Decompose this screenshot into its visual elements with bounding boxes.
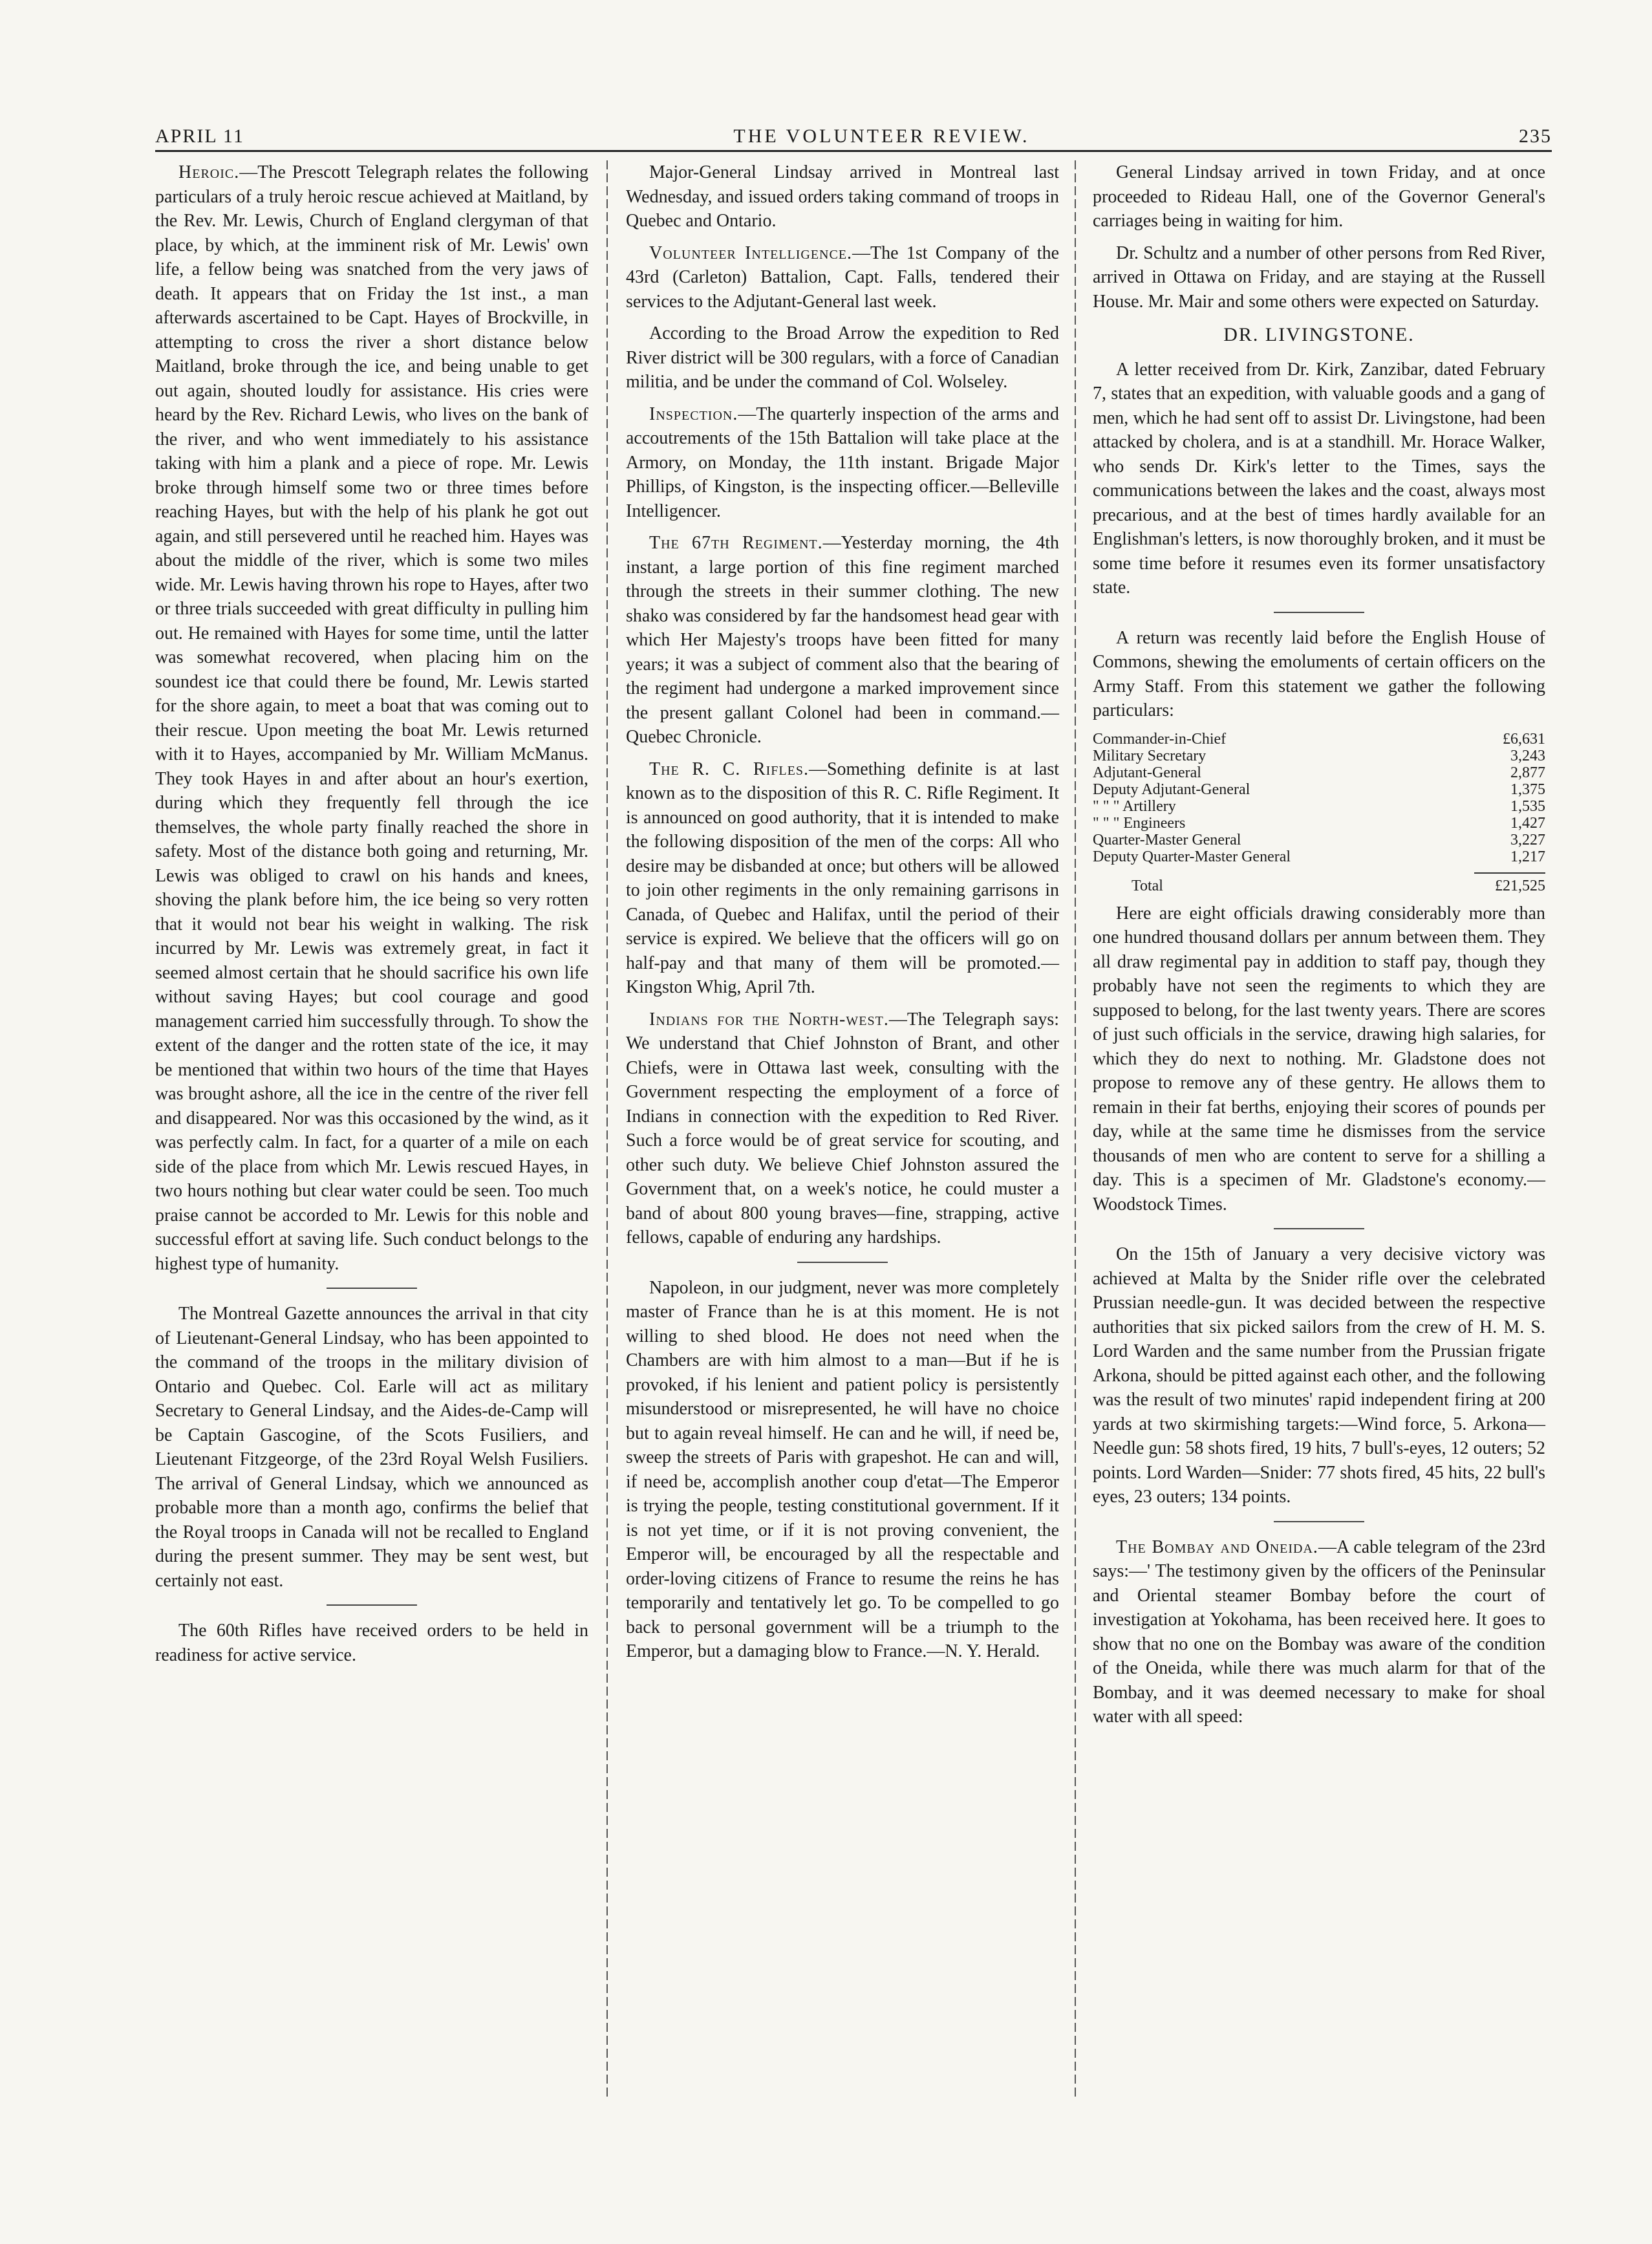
- article-body: —The Telegraph says: We understand that Chief Johnston of Brant, and other Chiefs, were in Ottawa last week, consulting with the Government respecting the employment of a force of Indians in connection with the expedition to Red River. Such a force would be of great service for scouting, and other such duty. We believe Chief Johnston assured the Government that, on a week's notice, he could muster a band of about 800 young braves—fine, strapping, active fellows, capable of enduring any hardships.: [626, 1009, 1060, 1247]
- section-heading-livingstone: DR. LIVINGSTONE.: [1223, 324, 1415, 345]
- total-label: Total: [1132, 877, 1163, 894]
- article-body: —Yesterday morning, the 4th instant, a large portion of this fine regiment marched through the streets in their summer clothing. The new shako was considered by far the handsomest head gear with which Her Majesty's troops have been fitted for many years; it was a subject of comment also that the bearing of the regiment had undergone a marked improvement since the present gallant Colonel had been in command.—Quebec Chronicle.: [626, 533, 1059, 747]
- article-lead: Heroic.: [178, 162, 240, 182]
- article-body: —The Prescott Telegraph relates the following particulars of a truly heroic rescue achieved at Maitland, by the Rev. Mr. Lewis, Church of England clergyman of that place, by which, at the imminent risk of Mr. Lewis' own life, a fellow being was snatched from the very jaws of death. It appears that on Friday the 1st inst., a man afterwards ascertained to be Capt. Hayes of Brockville, in attempting to cross the river a short distance below Maitland, broke through the ice, and being unable to get out again, shouted loudly for assistance. His cries were heard by the Rev. Richard Lewis, who lives on the bank of the river, and who went immediately to his assistance taking with him a plank and a piece of rope. Mr. Lewis broke through himself some two or three times before reaching Hayes, but with the help of his plank he got out again, and still persevered until he reached him. Hayes was about the middle of the river, which is some two miles wide. Mr. Lewis having thrown his rope to Hayes, after two or three trials succeeded with great difficulty in pulling him out. He remained with Hayes for some time, until the latter was somewhat recovered, when placing him on the soundest ice that could there be found, Mr. Lewis started for the shore again, to meet a boat that was coming out to their rescue. Upon meeting the boat Mr. Lewis returned with it to Hayes, accompanied by Mr. William McManus. They took Hayes in and after about an hour's exertion, during which they frequently fell through the ice themselves, the whole party finally reached the shore in safety. Most of the distance both going and returning, Mr. Lewis was obliged to crawl on his hands and knees, shoving the plank before him, the ice being so very rotten that it would not bear his weight in walking. The risk incurred by Mr. Lewis was extremely great, in fact it seemed almost certain that he should sacrifice his own life without saving Hayes; but cool courage and good management carried him successfully through. To show the extent of the danger and the rotten state of the ice, it may be mentioned that within two hours of the time that Hayes was brought ashore, all the ice in the centre of the river fell and disappeared. Nor was this occasioned by the wind, as it was perfectly calm. In fact, for a quarter of a mile on each side of the place from which Mr. Lewis rescued Hayes, in two hours nothing but clear water could be seen. Too much praise cannot be accorded to Mr. Lewis for this noble and successful effort at saving life. Such conduct belongs to the highest type of humanity.: [155, 162, 588, 1274]
- staff-salary: 1,535: [1510, 797, 1545, 815]
- separator: [1274, 612, 1364, 613]
- staff-title: Military Secretary: [1093, 747, 1207, 764]
- column-3: [1093, 160, 1545, 1737]
- page-header: [155, 109, 1552, 147]
- staff-title: Adjutant-General: [1093, 764, 1201, 781]
- separator: [1274, 1521, 1364, 1522]
- separator: [327, 1604, 417, 1606]
- article-volunteer-intelligence: [626, 241, 1059, 314]
- article-body: —The 1st Company of the 43rd (Carleton) Battalion, Capt. Falls, tendered their services to the Adjutant-General last week.: [626, 243, 1059, 312]
- article-napoleon: Napoleon, in our judgment, never was more completely master of France than he is at this moment. He is not willing to shed blood. He does not need when the Chambers are with him almost to a man—But if he is provoked, if his lenient and patient policy is persistently misunderstood or misrepresented, he will have no choice but to again reveal himself. He can and he will, if need be, sweep the streets of Paris with grapeshot. He can and will, if need be, accomplish another coup d'etat—The Emperor is trying the people, testing constitutional government. If it is not yet time, or if it is not proving convenient, the Emperor will, be encouraged by all the respectable and order-loving citizens of France to resume the reins he has temporarily and tentatively let go. To be compelled to go back to personal government will be a triumph to the Emperor, but a damaging blow to France.—N. Y. Herald.: [626, 1277, 1059, 1661]
- column-divider: [606, 160, 608, 2100]
- table-row: [1093, 848, 1545, 865]
- staff-title: Quarter-Master General: [1093, 831, 1241, 848]
- article-broad-arrow: According to the Broad Arrow the expedition to Red River district will be 300 regulars, with a force of Canadian militia, and be under the command of Col. Wolseley.: [626, 323, 1059, 392]
- staff-salary: £6,631: [1503, 730, 1545, 748]
- separator: [1274, 1228, 1364, 1229]
- article-indians: [626, 1008, 1059, 1250]
- article-lead: Inspection.: [649, 404, 738, 424]
- table-row: [1093, 878, 1545, 894]
- table-row: [1093, 832, 1545, 848]
- article-return-intro: A return was recently laid before the English House of Commons, shewing the emoluments of certain officers on the Army Staff. From this statement we gather the following particulars:: [1093, 627, 1545, 720]
- staff-title: Deputy Quarter-Master General: [1093, 848, 1291, 865]
- total-value: £21,525: [1495, 877, 1545, 894]
- article-body: —Something definite is at last known as to the disposition of this R. C. Rifle Regiment. It is announced on good authority, that it is intended to make the following disposition of the men of the corps: All who desire may be disbanded at once; but others will be allowed to join other regiments in the only remaining garrisons in Canada, of Quebec and Halifax, until the period of their service is expired. We believe that the officers will go on half-pay and that many of them will be promoted.—Kingston Whig, April 7th.: [626, 759, 1059, 997]
- article-bombay-oneida: [1093, 1535, 1545, 1729]
- article-60th-rifles: The 60th Rifles have received orders to be held in readiness for active service.: [155, 1621, 588, 1665]
- article-lead: Indians for the North-west.: [649, 1009, 889, 1030]
- column-1: [155, 160, 588, 1675]
- table-row: [1093, 731, 1545, 748]
- article-inspection: [626, 402, 1059, 524]
- article-body: —A cable telegram of the 23rd says:—' The testimony given by the officers of the Peninsular and Oriental steamer Bombay before the court of investigation at Yokohama, has been received here. It goes to show that no one on the Bombay was aware of the condition of the Oneida, while there was much alarm for that of the Bombay, and it was deemed necessary to make for shoal water with all speed:: [1093, 1537, 1545, 1727]
- staff-salary: 2,877: [1510, 764, 1545, 781]
- article-lead: The 67th Regiment.: [649, 533, 823, 553]
- article-body: —The quarterly inspection of the arms and accoutrements of the 15th Battalion will take place at the Armory, on Monday, the 11th instant. Brigade Major Phillips, of Kingston, is the inspecting officer.—Belleville Intelligencer.: [626, 404, 1059, 521]
- article-lindsay-town: General Lindsay arrived in town Friday, and at once proceeded to Rideau Hall, one of the Governor General's carriages being in waiting for him.: [1093, 162, 1545, 231]
- staff-salary: 3,227: [1510, 831, 1545, 848]
- separator: [327, 1288, 417, 1289]
- column-2: [626, 160, 1059, 1672]
- article-malta: On the 15th of January a very decisive victory was achieved at Malta by the Snider rifle over the celebrated Prussian needle-gun. It was decided between the respective authorities that six picked sailors from the crew of H. M. S. Lord Warden and the same number from the Prussian frigate Arkona, should be pitted against each other, and the following was the result of two minutes' rapid independent firing at 200 yards at two skirmishing targets:—Wind force, 5. Arkona—Needle gun: 58 shots fired, 19 hits, 7 bull's-eyes, 12 outers; 52 points. Lord Warden—Snider: 77 shots fired, 45 hits, 22 bull's eyes, 23 outers; 134 points.: [1093, 1244, 1545, 1507]
- article-lindsay: Major-General Lindsay arrived in Montreal last Wednesday, and issued orders taking command of troops in Quebec and Ontario.: [626, 162, 1059, 231]
- separator: [797, 1262, 888, 1263]
- staff-emoluments-table: [1093, 731, 1545, 866]
- article-officials: Here are eight officials drawing considerably more than one hundred thousand dollars per annum between them. They all draw regimental pay in addition to staff pay, though they probably have not seen the regiments to which they are supposed to belong, for the last twenty years. There are scores of just such officials in the service, drawing high salaries, for which they do next to nothing. Mr. Gladstone does not propose to remove any of these gentry. He allows them to remain in their fat berths, enjoying their scores of pounds per day, while at the same time he dismisses from the service thousands of men who are content to serve for a shilling a day. This is a specimen of Mr. Gladstone's economy.—Woodstock Times.: [1093, 903, 1545, 1214]
- article-lead: The Bombay and Oneida.: [1116, 1537, 1318, 1557]
- header-date: APRIL 11: [155, 125, 244, 147]
- staff-title: Deputy Adjutant-General: [1093, 781, 1250, 798]
- total-rule: [1474, 872, 1545, 874]
- staff-title: " " " Artillery: [1093, 797, 1176, 815]
- header-rule: [155, 150, 1552, 152]
- staff-title: " " " Engineers: [1093, 814, 1186, 832]
- article-schultz: Dr. Schultz and a number of other persons from Red River, arrived in Ottawa on Friday, and are staying at the Russell House. Mr. Mair and some others were expected on Saturday.: [1093, 243, 1545, 312]
- article-gazette: The Montreal Gazette announces the arrival in that city of Lieutenant-General Lindsay, who has been appointed to the command of the troops in the military division of Ontario and Quebec. Col. Earle will act as military Secretary to General Lindsay, and the Aides-de-Camp will be Captain Gascogine, of the Scots Fusiliers, and Lieutenant Fitzgeorge, of the 23rd Royal Welsh Fusiliers. The arrival of General Lindsay, which we announced as probable more than a month ago, confirms the belief that the Royal troops in Canada will not be recalled to England during the present summer. They may be sent west, but certainly not east.: [155, 1304, 588, 1591]
- article-rc-rifles: [626, 757, 1059, 1000]
- table-row: [1093, 815, 1545, 832]
- article-lead: Volunteer Intelligence.: [649, 243, 853, 263]
- staff-salary: 1,217: [1510, 848, 1545, 865]
- staff-total: [1093, 878, 1545, 895]
- staff-salary: 1,427: [1510, 814, 1545, 832]
- column-divider: [1075, 160, 1076, 2100]
- staff-salary: 3,243: [1510, 747, 1545, 764]
- table-row: [1093, 781, 1545, 798]
- article-heroic: [155, 160, 588, 1276]
- article-67th-regiment: [626, 531, 1059, 750]
- article-lead: The R. C. Rifles.: [649, 759, 809, 779]
- table-row: [1093, 764, 1545, 781]
- masthead-title: THE VOLUNTEER REVIEW.: [733, 125, 1030, 147]
- staff-salary: 1,375: [1510, 781, 1545, 798]
- staff-title: Commander-in-Chief: [1093, 730, 1227, 748]
- article-livingstone: A letter received from Dr. Kirk, Zanzibar, dated February 7, states that an expedition, with valuable goods and a gang of men, which he had sent off to assist Dr. Livingstone, had been attacked by cholera, and is at a standhill. Mr. Horace Walker, who sends Dr. Kirk's letter to the Times, says the communications between the lakes and the coast, always most precarious, and at the best of times hardly available for an Englishman's letters, is now thoroughly broken, and it must be some time before it resumes even its former unsatisfactory state.: [1093, 359, 1545, 598]
- table-row: [1093, 798, 1545, 815]
- table-row: [1093, 748, 1545, 764]
- page-number: 235: [1518, 125, 1552, 147]
